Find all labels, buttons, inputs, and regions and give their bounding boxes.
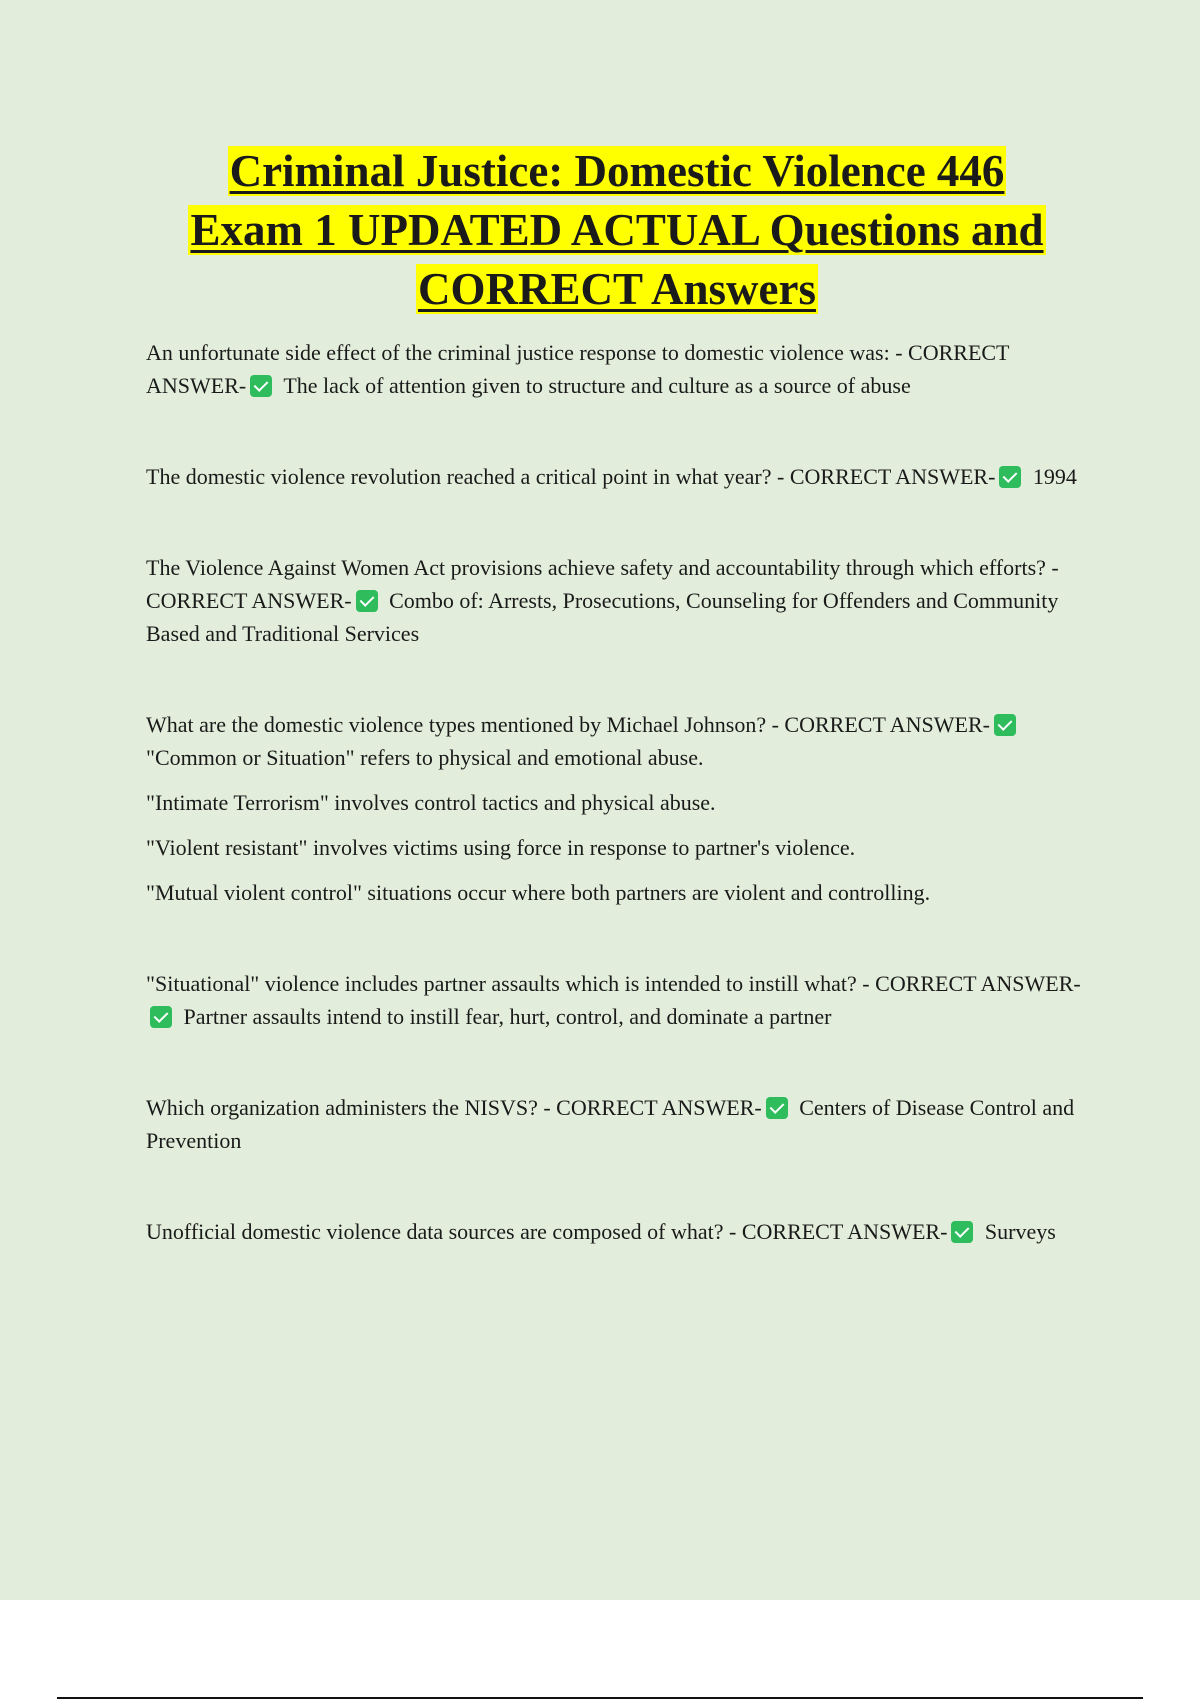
checkmark-icon bbox=[250, 375, 272, 397]
question-text: An unfortunate side effect of the criminal justice response to domestic violence was: - bbox=[146, 340, 903, 365]
checkmark-icon bbox=[951, 1221, 973, 1243]
answer-text: The lack of attention given to structure and culture as a source of abuse bbox=[283, 373, 911, 398]
answer-extra-line-2: "Violent resistant" involves victims using force in response to partner's violence. bbox=[146, 835, 856, 860]
qa-item-5 bbox=[146, 967, 1096, 1033]
title-line-3: CORRECT Answers bbox=[418, 264, 816, 314]
answer-text: Combo of: Arrests, Prosecutions, Counseling for Offenders and Community Based and Traditional Services bbox=[146, 588, 1059, 646]
answer-marker: CORRECT ANSWER- bbox=[789, 464, 996, 489]
answer-marker: CORRECT ANSWER- bbox=[875, 971, 1081, 996]
document-title bbox=[120, 142, 1114, 319]
question-text: Unofficial domestic violence data sources are composed of what? - bbox=[146, 1219, 737, 1244]
title-line-1: Criminal Justice: Domestic Violence 446 bbox=[229, 146, 1005, 196]
qa-item-1 bbox=[146, 336, 1096, 402]
qa-item-4-main bbox=[146, 708, 1096, 774]
qa-item-2 bbox=[146, 460, 1096, 493]
answer-marker: CORRECT ANSWER- bbox=[741, 1219, 948, 1244]
question-text: Which organization administers the NISVS? - bbox=[146, 1095, 551, 1120]
answer-text: 1994 bbox=[1032, 464, 1077, 489]
qa-item-7 bbox=[146, 1215, 1096, 1248]
footer-divider bbox=[57, 1697, 1143, 1699]
answer-marker: CORRECT ANSWER- bbox=[146, 340, 1010, 398]
answer-text: "Common or Situation" refers to physical and emotional abuse. bbox=[146, 745, 704, 770]
answer-extra-line-1: "Intimate Terrorism" involves control tactics and physical abuse. bbox=[146, 790, 716, 815]
qa-list bbox=[146, 336, 1096, 1248]
title-line-2: Exam 1 UPDATED ACTUAL Questions and bbox=[190, 205, 1044, 255]
answer-text: Partner assaults intend to instill fear, hurt, control, and dominate a partner bbox=[183, 1004, 832, 1029]
question-text: The domestic violence revolution reached a critical point in what year? - bbox=[146, 464, 785, 489]
qa-item-4 bbox=[146, 708, 1096, 909]
qa-item-6 bbox=[146, 1091, 1096, 1157]
checkmark-icon bbox=[766, 1097, 788, 1119]
answer-marker: CORRECT ANSWER- bbox=[146, 588, 352, 613]
qa-item-3 bbox=[146, 551, 1096, 650]
checkmark-icon bbox=[356, 590, 378, 612]
answer-marker: CORRECT ANSWER- bbox=[556, 1095, 762, 1120]
question-text: "Situational" violence includes partner assaults which is intended to instill what? - bbox=[146, 971, 870, 996]
answer-extra-line-3: "Mutual violent control" situations occur where both partners are violent and controlling. bbox=[146, 880, 931, 905]
checkmark-icon bbox=[999, 466, 1021, 488]
answer-text: Surveys bbox=[984, 1219, 1056, 1244]
checkmark-icon bbox=[150, 1006, 172, 1028]
question-text: The Violence Against Women Act provisions achieve safety and accountability through which efforts? - bbox=[146, 555, 1059, 580]
answer-text: Centers of Disease Control and Prevention bbox=[146, 1095, 1075, 1153]
checkmark-icon bbox=[994, 714, 1016, 736]
answer-marker: CORRECT ANSWER- bbox=[784, 712, 990, 737]
question-text: What are the domestic violence types mentioned by Michael Johnson? - bbox=[146, 712, 779, 737]
